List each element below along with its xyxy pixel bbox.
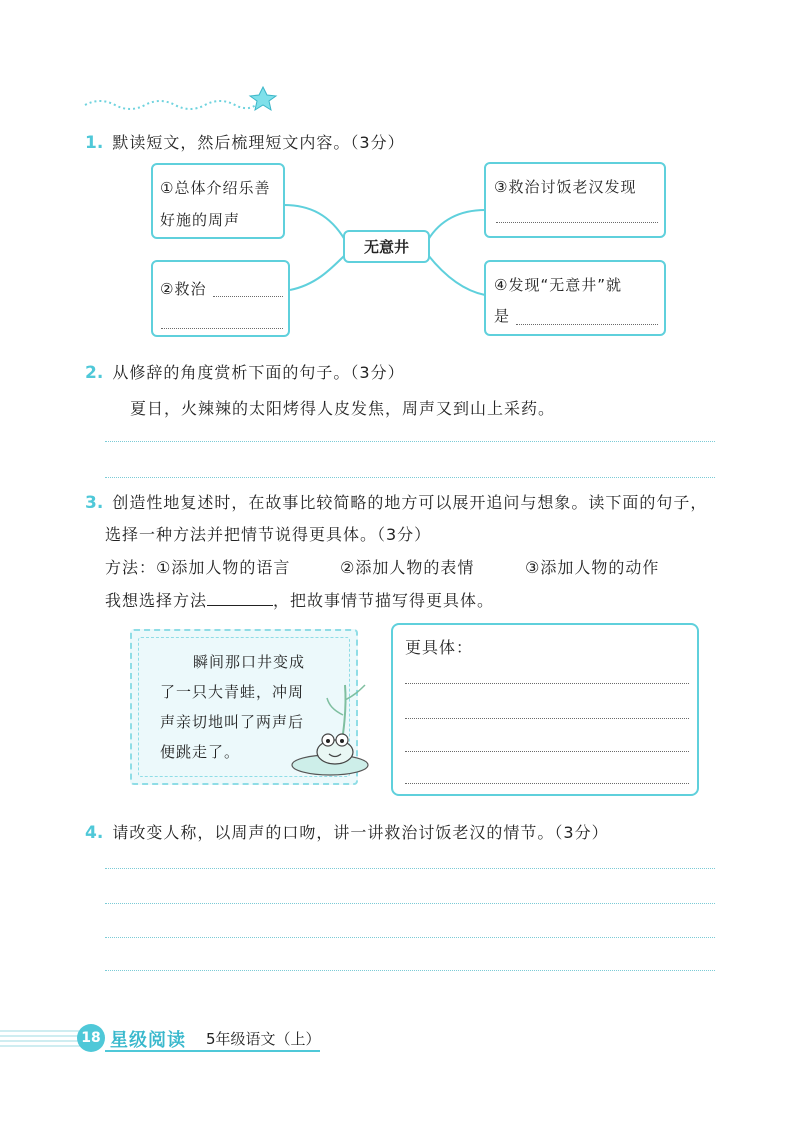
question-2 — [85, 360, 405, 383]
story-line-3: 声亲切地叫了两声后 — [160, 713, 305, 731]
page-number: 18 — [77, 1024, 105, 1052]
question-text: 请改变人称，以周声的口吻，讲一讲救治讨饭老汉的情节。（3分） — [112, 823, 609, 842]
mindmap-box-2 — [151, 260, 290, 337]
footer-underline — [105, 1048, 325, 1054]
q2-answer-line-2[interactable] — [105, 477, 715, 478]
question-3-line2: 选择一种方法并把情节说得更具体。（3分） — [105, 525, 432, 544]
box1-line1: ①总体介绍乐善 — [160, 179, 271, 197]
answer-box-line-1[interactable] — [405, 683, 689, 684]
mindmap-box-1 — [151, 163, 285, 239]
choose-blank[interactable] — [207, 591, 273, 606]
mindmap-connectors — [0, 0, 800, 360]
box4-blank[interactable] — [516, 324, 658, 325]
question-number: 2. — [85, 363, 104, 383]
method-3: ③添加人物的动作 — [525, 558, 660, 577]
mindmap-box-4 — [484, 260, 666, 336]
story-line-4: 便跳走了。 — [160, 743, 241, 761]
method-1: ①添加人物的语言 — [156, 558, 291, 577]
mindmap-box-3 — [484, 162, 666, 238]
question-number: 4. — [85, 823, 104, 843]
question-3 — [85, 490, 707, 513]
choose-row — [105, 588, 494, 611]
q4-answer-line-3[interactable] — [105, 937, 715, 938]
q4-answer-line-4[interactable] — [105, 970, 715, 971]
q2-answer-line-1[interactable] — [105, 441, 715, 442]
more-label: 更具体： — [405, 638, 474, 657]
question-number: 3. — [85, 493, 104, 513]
box4-line2: 是 — [494, 307, 511, 325]
answer-box — [391, 623, 699, 796]
question-number: 1. — [85, 133, 104, 153]
choose-suffix: ，把故事情节描写得更具体。 — [273, 591, 495, 610]
mindmap-center — [343, 230, 430, 263]
q4-answer-line-1[interactable] — [105, 868, 715, 869]
box3-line1: ③救治讨饭老汉发现 — [494, 178, 637, 196]
box1-line2: 好施的周声 — [160, 211, 241, 229]
question-text: 默读短文，然后梳理短文内容。（3分） — [112, 133, 405, 152]
choose-prefix: 我想选择方法 — [105, 591, 208, 610]
box4-line1: ④发现“无意井”就 — [494, 276, 622, 294]
q2-sentence: 夏日，火辣辣的太阳烤得人皮发焦，周声又到山上采药。 — [130, 399, 556, 418]
box2-line1: ②救治 — [160, 280, 207, 298]
brand-logo: 星级阅读 — [110, 1030, 186, 1051]
story-line-1: 瞬间那口井变成 — [193, 653, 306, 671]
box2-blank-2[interactable] — [161, 328, 283, 329]
methods-label: 方法： — [105, 558, 157, 577]
frog-icon — [285, 680, 375, 790]
methods-row — [105, 555, 725, 578]
box3-blank[interactable] — [496, 222, 658, 223]
question-4 — [85, 820, 609, 843]
grade-label: 5年级语文（上） — [206, 1030, 321, 1048]
story-line-2: 了一只大青蛙，冲周 — [160, 683, 305, 701]
method-2: ②添加人物的表情 — [340, 558, 475, 577]
answer-box-line-2[interactable] — [405, 718, 689, 719]
answer-box-line-4[interactable] — [405, 783, 689, 784]
center-label: 无意井 — [363, 238, 409, 256]
question-text: 从修辞的角度赏析下面的句子。（3分） — [112, 363, 405, 382]
box2-blank-1[interactable] — [213, 296, 283, 297]
answer-box-line-3[interactable] — [405, 751, 689, 752]
question-text: 创造性地复述时，在故事比较简略的地方可以展开追问与想象。读下面的句子， — [112, 493, 708, 512]
q4-answer-line-2[interactable] — [105, 903, 715, 904]
